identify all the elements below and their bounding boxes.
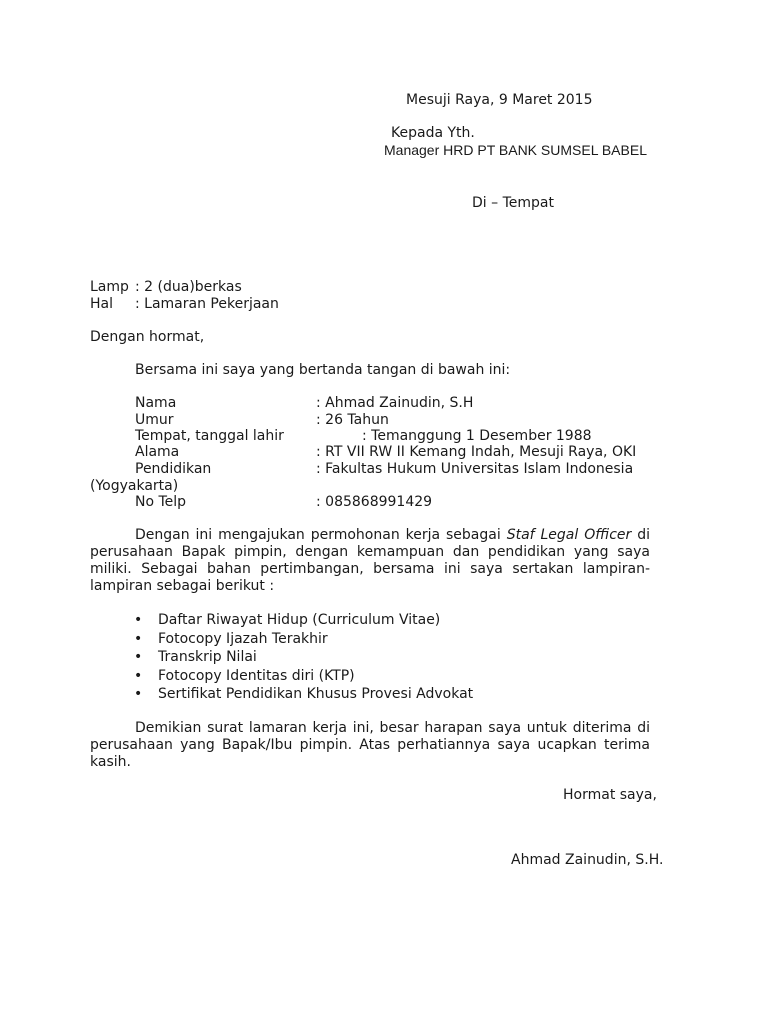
body-text-part1: Dengan ini mengajukan permohonan kerja sebagai — [135, 527, 507, 543]
hal-label: Hal — [90, 296, 113, 312]
closing-greeting: Hormat saya, — [563, 787, 657, 803]
intro-text: Bersama ini saya yang bertanda tangan di bawah ini: — [135, 362, 511, 378]
attachment-list — [90, 611, 473, 704]
umur-value: : 26 Tahun — [316, 412, 389, 428]
bullet-icon: • — [134, 612, 143, 628]
hal-value: : Lamaran Pekerjaan — [135, 296, 279, 312]
pendidikan-continuation: (Yogyakarta) — [90, 478, 179, 494]
lamp-label: Lamp — [90, 279, 129, 295]
ttl-value: : Temanggung 1 Desember 1988 — [362, 428, 592, 444]
bullet-icon: • — [134, 630, 143, 647]
telp-label: No Telp — [135, 494, 187, 510]
bullet-icon: • — [134, 686, 143, 702]
pendidikan-value: : Fakultas Hukum Universitas Islam Indonesia — [316, 461, 634, 477]
recipient-location: Di – Tempat — [472, 195, 554, 211]
ttl-label: Tempat, tanggal lahir — [135, 428, 284, 444]
job-title: Staf Legal Officer — [506, 527, 632, 543]
pendidikan-label: Pendidikan — [135, 461, 212, 477]
list-item — [90, 611, 473, 630]
attachment-label: Daftar Riwayat Hidup (Curriculum Vitae) — [158, 612, 441, 628]
attachment-label: Sertifikat Pendidikan Khusus Provesi Advokat — [158, 686, 474, 702]
telp-value: : 085868991429 — [316, 494, 433, 510]
nama-label: Nama — [135, 395, 177, 411]
list-item — [90, 630, 473, 649]
signature-name: Ahmad Zainudin, S.H. — [511, 852, 664, 868]
nama-value: : Ahmad Zainudin, S.H — [316, 395, 474, 411]
salutation: Dengan hormat, — [90, 329, 205, 345]
alamat-label: Alama — [135, 444, 180, 460]
list-item — [90, 648, 473, 667]
attachment-label: Fotocopy Ijazah Terakhir — [158, 630, 328, 647]
closing-paragraph: Demikian surat lamaran kerja ini, besar harapan saya untuk diterima di perusahaan yang Bapak/Ibu pimpin. Atas perhatiannya saya ucapkan terima kasih. — [90, 720, 650, 770]
bullet-icon: • — [134, 649, 143, 665]
recipient-name: Manager HRD PT BANK SUMSEL BABEL — [384, 142, 647, 158]
alamat-value: : RT VII RW II Kemang Indah, Mesuji Raya, OKI — [316, 444, 637, 460]
list-item — [90, 685, 473, 704]
umur-label: Umur — [135, 412, 174, 428]
body-paragraph-application — [90, 527, 650, 595]
attachment-label: Transkrip Nilai — [158, 649, 257, 665]
recipient-greeting: Kepada Yth. — [391, 125, 475, 141]
place-date: Mesuji Raya, 9 Maret 2015 — [406, 92, 593, 108]
attachment-label: Fotocopy Identitas diri (KTP) — [158, 667, 355, 684]
lamp-value: : 2 (dua)berkas — [135, 279, 242, 295]
bullet-icon: • — [134, 667, 143, 684]
body-text-part2: di perusahaan Bapak pimpin, dengan kemampuan dan pendidikan yang saya miliki. Sebagai bahan pertimbangan, bersama ini saya sertakan lampiran-lampiran sebagai berikut : — [90, 527, 651, 594]
list-item — [90, 667, 473, 686]
